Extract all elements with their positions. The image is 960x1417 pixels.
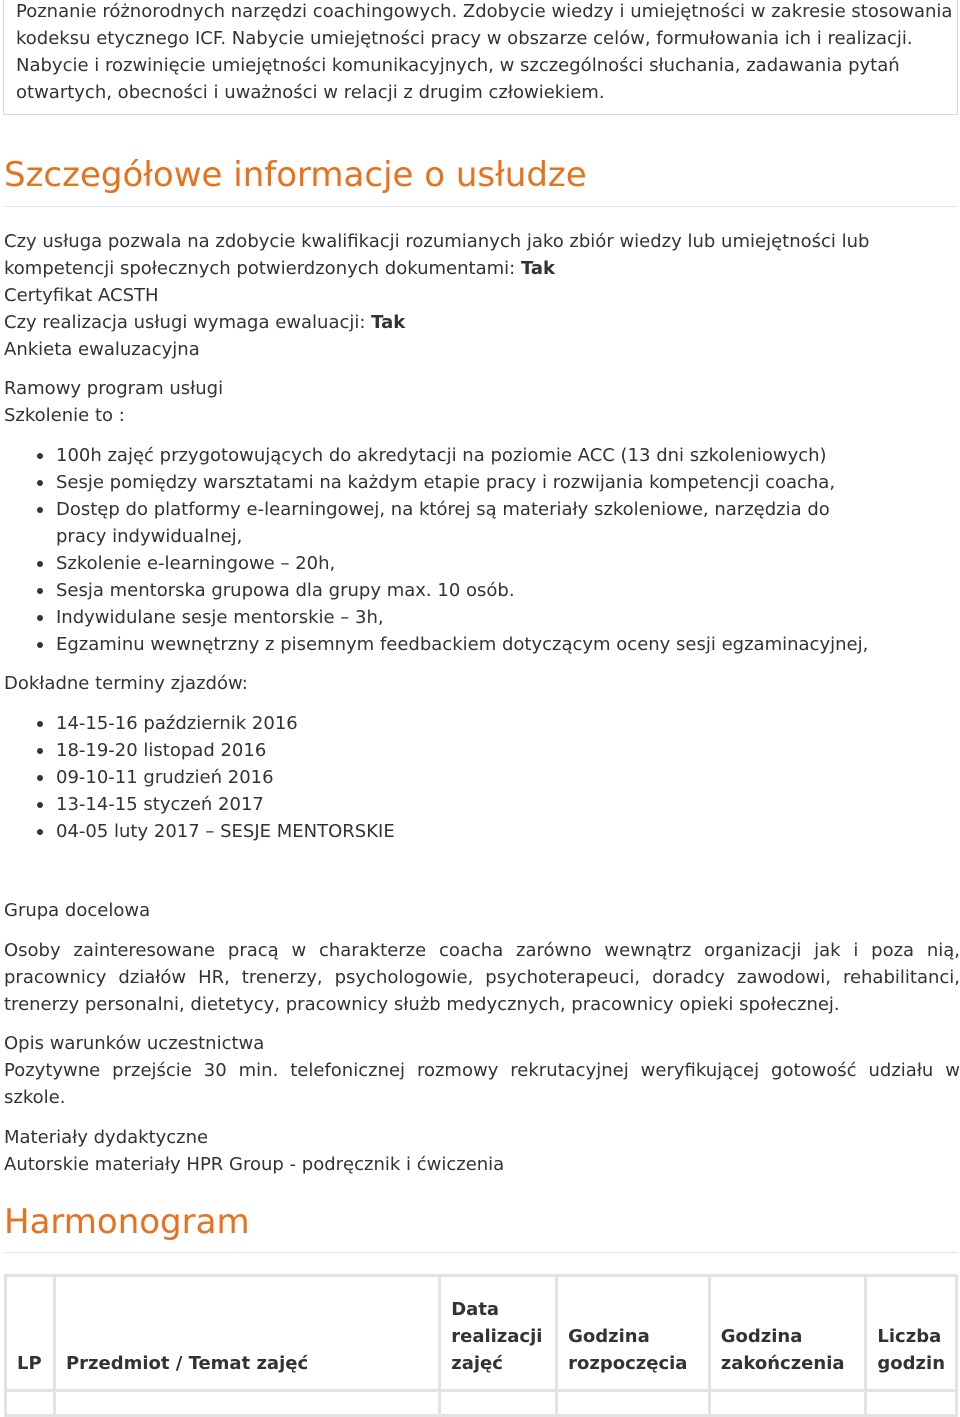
table-cell bbox=[866, 1391, 957, 1416]
evaluation-answer: Tak bbox=[371, 312, 406, 333]
details-heading: Szczegółowe informacje o usłudze bbox=[4, 155, 587, 195]
materials-block bbox=[4, 1124, 960, 1178]
table-cell bbox=[440, 1391, 557, 1416]
target-text: Osoby zainteresowane pracą w charakterze coacha zarówno wewnątrz organizacji jak i poza nią, pracownicy działów HR, trenerzy, psychologowie, psychoterapeuci, doradcy zawodowi, rehabilitanci, trenerzy personalni, dietetycy, pracownicy służb medycznych, pracownicy opieki społecznej. bbox=[4, 940, 960, 1015]
materials-label: Materiały dydaktyczne bbox=[4, 1127, 209, 1148]
conditions-text: Pozytywne przejście 30 min. telefonicznej rozmowy rekrutacyjnej weryfikującej gotowość udziału w szkole. bbox=[4, 1060, 960, 1108]
target-block bbox=[4, 897, 960, 924]
qualification-question: Czy usługa pozwala na zdobycie kwalifikacji rozumianych jako zbiór wiedzy lub umiejętności lub kompetencji społecznych potwierdzonych dokumentami: bbox=[4, 231, 870, 279]
intro-text: Poznanie różnorodnych narzędzi coachingowych. Zdobycie wiedzy i umiejętności w zakresie stosowania kodeksu etycznego ICF. Nabycie umiejętności pracy w obszarze celów, formułowania ich i realizacji. Nabycie i rozwinięcie umiejętności komunikacyjnych, w szczególności słuchania, zadawania pytań otwartych, obecności i uważności w relacji z drugim człowiekiem. bbox=[16, 1, 953, 103]
evaluation-line bbox=[4, 309, 960, 336]
table-cell bbox=[557, 1391, 710, 1416]
target-label: Grupa docelowa bbox=[4, 900, 151, 921]
list-item: 09-10-11 grudzień 2016 bbox=[56, 764, 956, 791]
list-item: 18-19-20 listopad 2016 bbox=[56, 737, 956, 764]
table-cell bbox=[709, 1391, 866, 1416]
list-item: 14-15-16 październik 2016 bbox=[56, 710, 956, 737]
column-header-hours: Liczba godzin bbox=[866, 1276, 957, 1391]
intro-box bbox=[3, 0, 958, 115]
conditions-block bbox=[4, 1030, 960, 1057]
conditions-text-block bbox=[4, 1057, 960, 1111]
evaluation-method: Ankieta ewaluzacyjna bbox=[4, 339, 200, 360]
dates-list bbox=[4, 710, 956, 845]
list-item: Indywidulane sesje mentorskie – 3h, bbox=[56, 604, 956, 631]
list-item: Sesja mentorska grupowa dla grupy max. 10 osób. bbox=[56, 577, 956, 604]
column-header-subject: Przedmiot / Temat zajęć bbox=[54, 1276, 439, 1391]
qualification-answer: Tak bbox=[520, 258, 556, 279]
list-item: Dostęp do platformy e-learningowej, na której są materiały szkoleniowe, narzędzia do pracy indywidualnej, bbox=[56, 496, 856, 550]
program-intro: Szkolenie to : bbox=[4, 405, 125, 426]
column-header-lp: LP bbox=[6, 1276, 55, 1391]
dates-label: Dokładne terminy zjazdów: bbox=[4, 673, 248, 694]
materials-text: Autorskie materiały HPR Group - podręcznik i ćwiczenia bbox=[4, 1154, 505, 1175]
program-label: Ramowy program usługi bbox=[4, 378, 224, 399]
qualification-line bbox=[4, 228, 960, 282]
evaluation-question: Czy realizacja usługi wymaga ewaluacji: bbox=[4, 312, 366, 333]
list-item: Sesje pomiędzy warsztatami na każdym etapie pracy i rozwijania kompetencji coacha, bbox=[56, 469, 956, 496]
list-item: 04-05 luty 2017 – SESJE MENTORSKIE bbox=[56, 818, 956, 845]
list-item: 100h zajęć przygotowujących do akredytacji na poziomie ACC (13 dni szkoleniowych) bbox=[56, 442, 956, 469]
column-header-start-time: Godzina rozpoczęcia bbox=[557, 1276, 710, 1391]
table-cell bbox=[6, 1391, 55, 1416]
list-item: 13-14-15 styczeń 2017 bbox=[56, 791, 956, 818]
details-heading-rule bbox=[4, 206, 958, 207]
table-row bbox=[6, 1391, 957, 1416]
list-item: Szkolenie e-learningowe – 20h, bbox=[56, 550, 956, 577]
column-header-end-time: Godzina zakończenia bbox=[709, 1276, 866, 1391]
schedule-heading: Harmonogram bbox=[4, 1202, 250, 1242]
table-header-row bbox=[6, 1276, 957, 1391]
target-text-block bbox=[4, 937, 960, 1018]
schedule-table bbox=[4, 1274, 958, 1417]
qualification-block bbox=[4, 228, 960, 363]
conditions-label: Opis warunków uczestnictwa bbox=[4, 1033, 265, 1054]
table-cell bbox=[54, 1391, 439, 1416]
column-header-date: Data realizacji zajęć bbox=[440, 1276, 557, 1391]
certificate-text: Certyfikat ACSTH bbox=[4, 285, 159, 306]
program-block bbox=[4, 375, 960, 429]
program-list bbox=[4, 442, 956, 658]
schedule-heading-rule bbox=[4, 1252, 958, 1253]
list-item: Egzaminu wewnętrzny z pisemnym feedbackiem dotyczącym oceny sesji egzaminacyjnej, bbox=[56, 631, 956, 658]
dates-block bbox=[4, 670, 960, 697]
